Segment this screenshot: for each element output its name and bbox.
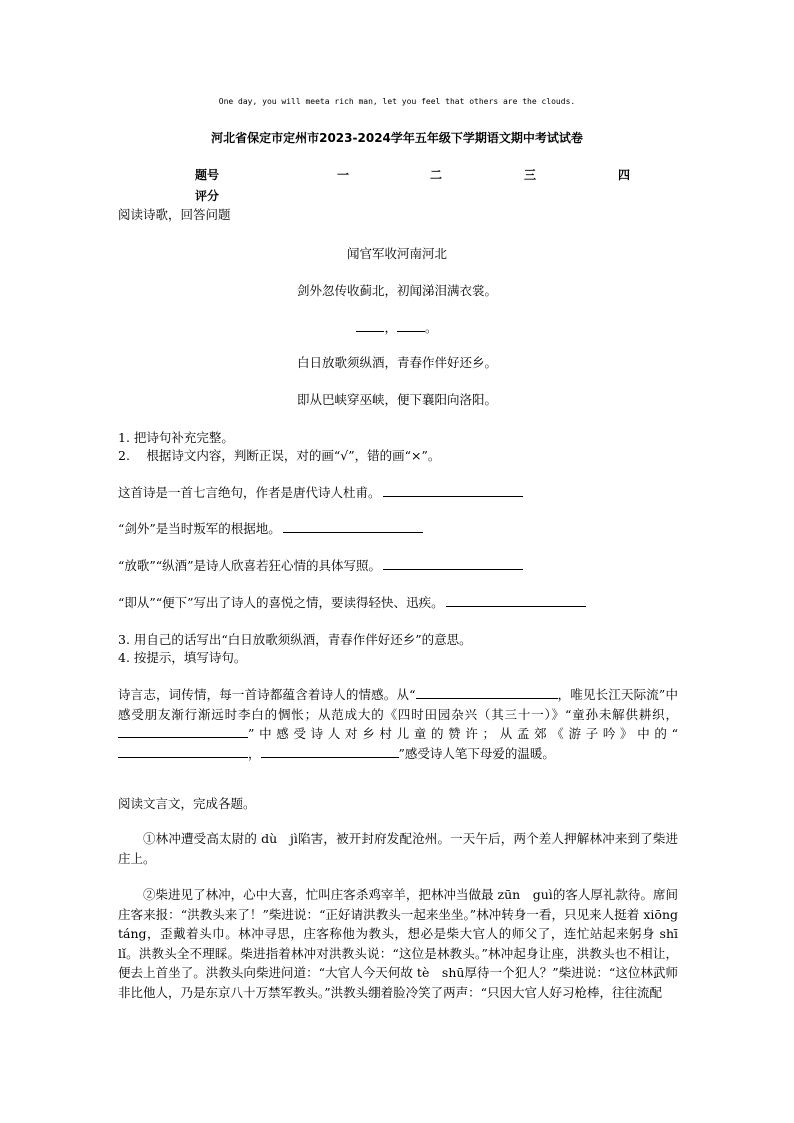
fill-blank-4[interactable] (261, 745, 399, 758)
judge-item-1-answer[interactable] (383, 484, 523, 497)
judge-item-3 (118, 556, 523, 575)
poem-blank-comma: ， (384, 320, 397, 335)
judge-item-2-answer[interactable] (283, 520, 423, 533)
header-quote: One day, you will meeta rich man, let you feel that others are the clouds. (218, 97, 576, 106)
question-2: 2. 根据诗文内容，判断正误，对的画“√”，错的画“×”。 (118, 448, 441, 463)
score-table-row-label: 题号 (195, 168, 220, 182)
score-table (0, 166, 794, 206)
question-4: 4. 按提示，填写诗句。 (118, 650, 247, 665)
score-table-col-1: 一 (337, 168, 350, 182)
fill-blank-2[interactable] (118, 725, 248, 738)
section2-heading: 阅读文言文，完成各题。 (118, 796, 256, 811)
score-table-col-3: 三 (524, 168, 537, 182)
score-table-col-2: 二 (430, 168, 443, 182)
poem-line-3: 白日放歌须纵酒，青春作伴好还乡。 (296, 355, 497, 370)
fill-paragraph (118, 685, 678, 763)
judge-item-2-text: “剑外”是当时叛军的根据地。 (118, 521, 281, 536)
judge-item-4 (118, 593, 586, 612)
judge-item-2 (118, 519, 423, 538)
poem-blank-period: 。 (425, 320, 438, 335)
passage-paragraph-2: ②柴进见了林冲，心中大喜，忙叫庄客杀鸡宰羊，把林冲当做最 zūn guì的客人厚礼款待。席间庄客来报：“洪教头来了！”柴进说：“正好请洪教头一起来坐坐。”林冲转身一看，只见来人挺着 xiōng táng，歪戴着头巾。林冲寻思，庄客称他为教头，想必是柴大官人的师父了，连忙站起来躬身 shī lǐ。洪教头全不理睬。柴进指着林冲对洪教头说：“这位是林教头。”林冲起身让座，洪教头也不相让，便去上首坐了。洪教头向柴进问道：“大官人今天何故 tè shū厚待一个犯人？”柴进说：“这位林武师非比他人，乃是东京八十万禁军教头。”洪教头绷着脸冷笑了两声：“只因大官人好习枪棒，往往流配 (118, 887, 691, 1000)
poem-blank-2[interactable] (397, 319, 425, 332)
fill-text-2: ，唯见长江天际流”中感受朋友渐行渐远时李白的惆怅；从范成大的《四时田园杂兴（其三十一）》“童孙未解供耕织， (118, 687, 678, 722)
section1-heading: 阅读诗歌，回答问题 (118, 207, 231, 222)
fill-text-4: ， (248, 745, 261, 761)
judge-item-1 (118, 483, 523, 502)
question-1: 1. 把诗句补充完整。 (118, 430, 234, 445)
judge-item-4-answer[interactable] (446, 594, 586, 607)
score-table-row-label-2: 评分 (195, 189, 220, 203)
fill-text-5: ”感受诗人笔下母爱的温暖。 (398, 745, 555, 761)
poem-line-1: 剑外忽传收蓟北，初闻涕泪满衣裳。 (296, 283, 497, 298)
fill-blank-3[interactable] (118, 745, 248, 758)
poem-blank-1[interactable] (356, 319, 384, 332)
judge-item-3-text: “放歌”“纵酒”是诗人欣喜若狂心情的具体写照。 (118, 558, 382, 573)
judge-item-3-answer[interactable] (383, 557, 523, 570)
poem-line-4: 即从巴峡穿巫峡，便下襄阳向洛阳。 (296, 392, 497, 407)
fill-text-1: 诗言志，词传情，每一首诗都蕴含着诗人的情感。从“ (118, 687, 416, 702)
poem-title: 闻官军收河南河北 (346, 246, 447, 261)
document-title: 河北省保定市定州市2023-2024学年五年级下学期语文期中考试试卷 (211, 131, 583, 145)
poem-line-2-blank (0, 318, 794, 336)
judge-item-1-text: 这首诗是一首七言绝句，作者是唐代诗人杜甫。 (118, 485, 381, 500)
fill-text-3: ”中感受诗人对乡村儿童的赞许；从孟郊《游子吟》中的“ (248, 726, 678, 741)
judge-item-4-text: “即从”“便下”写出了诗人的喜悦之情，要读得轻快、迅疾。 (118, 595, 444, 610)
passage-paragraph-1: ①林冲遭受高太尉的 dù jì陷害，被开封府发配沧州。一天午后，两个差人押解林冲来到了柴进庄上。 (118, 831, 678, 866)
score-table-col-4: 四 (618, 168, 631, 182)
question-3: 3. 用自己的话写出“白日放歌须纵酒，青春作伴好还乡”的意思。 (118, 632, 472, 647)
fill-blank-1[interactable] (416, 686, 558, 699)
